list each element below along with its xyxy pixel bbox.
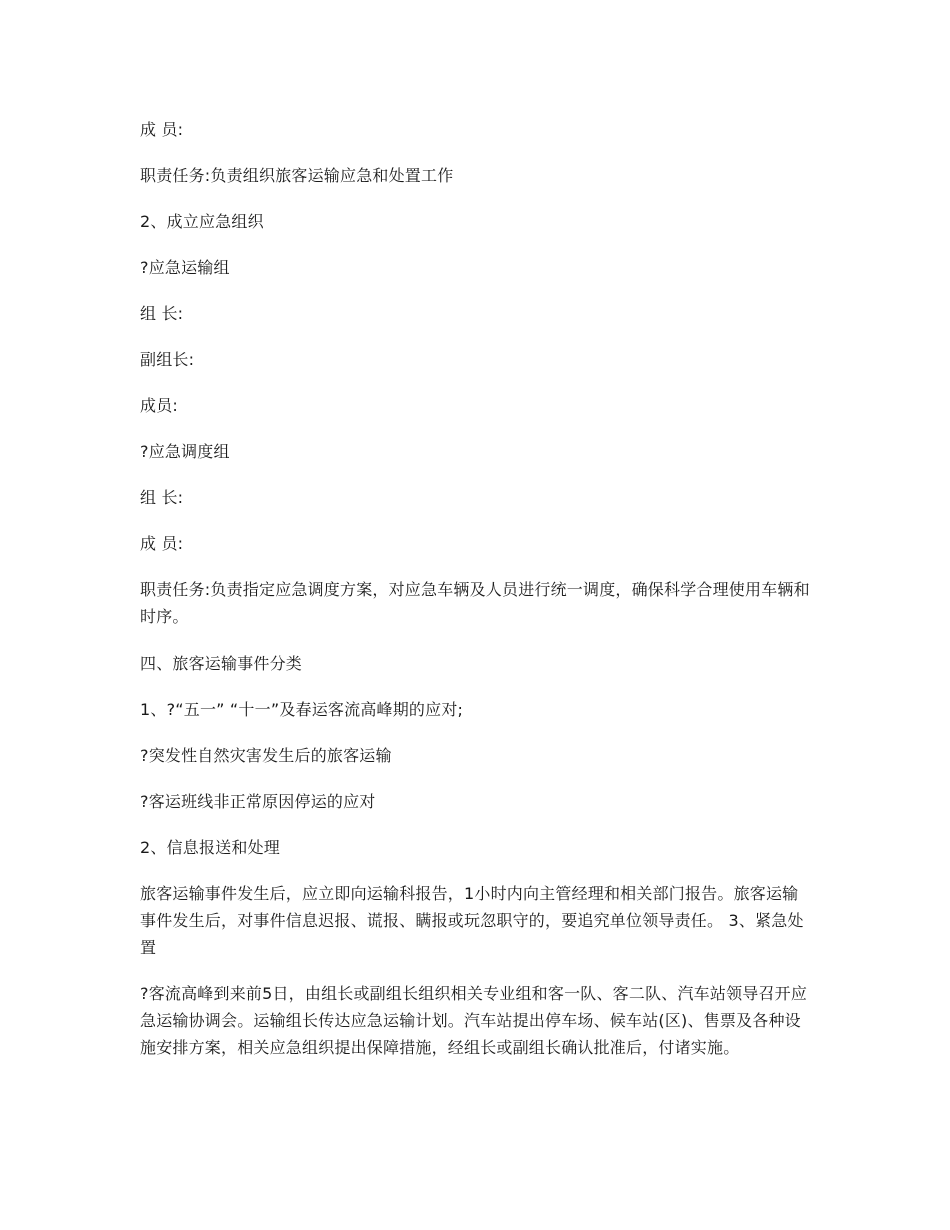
- leader-line: 组 长:: [140, 304, 184, 323]
- list-item: ?客运班线非正常原因停运的应对: [140, 792, 376, 811]
- group-title: ?应急运输组: [140, 258, 230, 277]
- list-item: 1、?“五一” “十一”及春运客流高峰期的应对;: [140, 700, 464, 719]
- body-paragraph: 旅客运输事件发生后，应立即向运输科报告，1小时内向主管经理和相关部门报告。旅客运输事件发生后，对事件信息迟报、谎报、瞒报或玩忽职守的，要追究单位领导责任。 3、紧急处置: [140, 884, 804, 957]
- section-heading: 2、信息报送和处理: [140, 838, 280, 857]
- body-paragraph: ?客流高峰到来前5日，由组长或副组长组织相关专业组和客一队、客二队、汽车站领导召开应急运输协调会。运输组长传达应急运输计划。汽车站提出停车场、候车站(区)、售票及各种设施安排方案，相关应急组织提出保障措施，经组长或副组长确认批准后，付诸实施。: [140, 984, 808, 1057]
- member-line: 成员:: [140, 396, 178, 415]
- list-item: ?突发性自然灾害发生后的旅客运输: [140, 746, 392, 765]
- group-title: ?应急调度组: [140, 442, 230, 461]
- leader-line: 组 长:: [140, 488, 184, 507]
- section-heading: 四、旅客运输事件分类: [140, 654, 303, 673]
- member-line: 成 员:: [140, 120, 184, 139]
- member-line: 成 员:: [140, 534, 184, 553]
- duty-line: 职责任务:负责组织旅客运输应急和处置工作: [140, 166, 454, 185]
- section-heading: 2、成立应急组织: [140, 212, 264, 231]
- duty-paragraph: 职责任务:负责指定应急调度方案，对应急车辆及人员进行统一调度，确保科学合理使用车辆和时序。: [140, 580, 810, 626]
- deputy-leader-line: 副组长:: [140, 350, 195, 369]
